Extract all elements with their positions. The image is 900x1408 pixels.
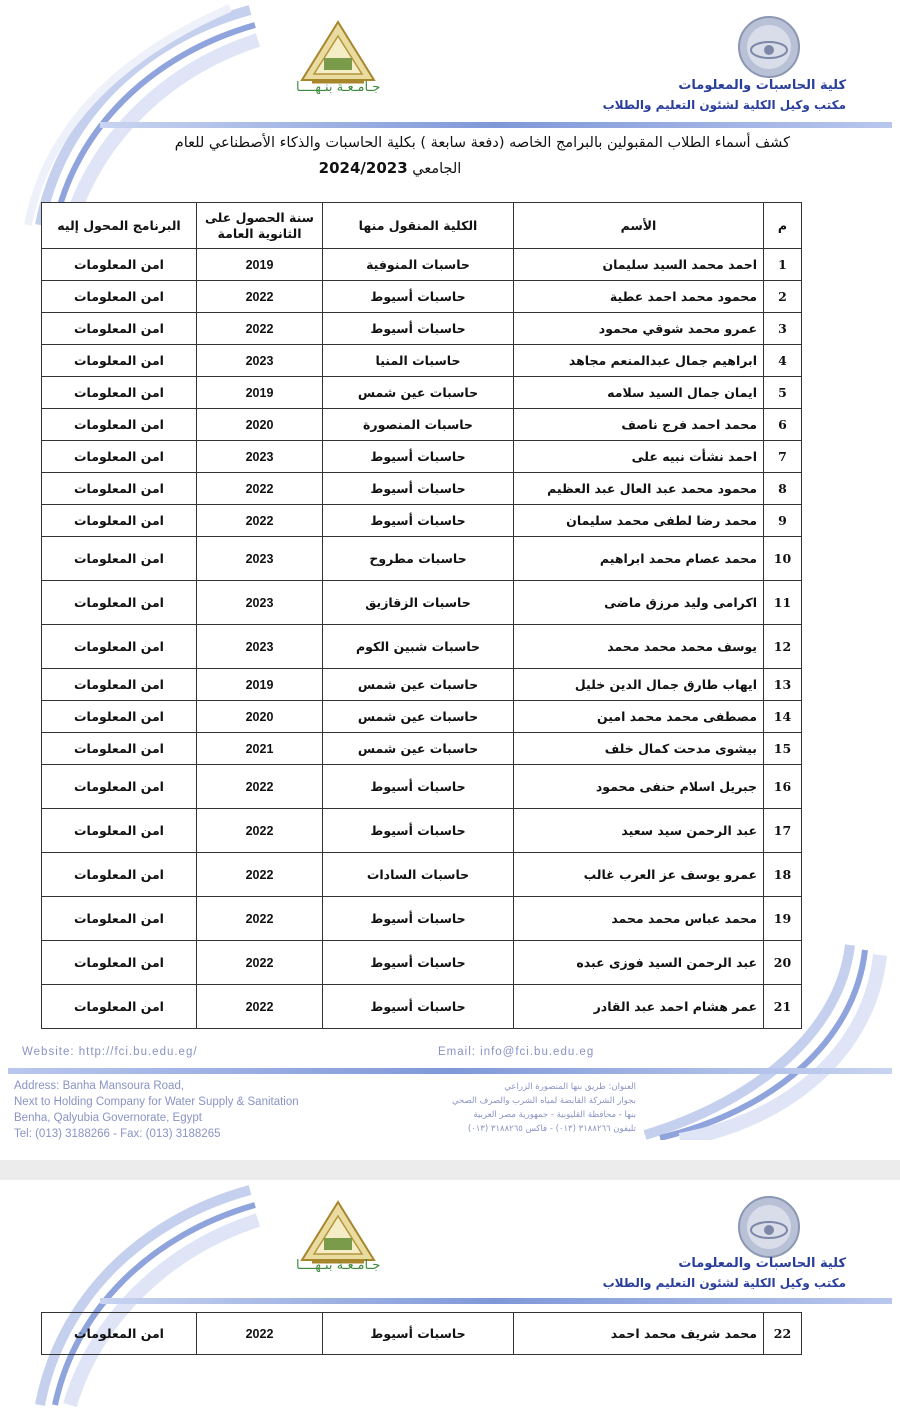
from-faculty: حاسبات المنصورة xyxy=(323,409,514,441)
row-number: 7 xyxy=(764,441,802,473)
student-name: عمرو يوسف عز العرب غالب xyxy=(514,853,764,897)
table-row xyxy=(42,701,802,733)
row-number: 19 xyxy=(764,897,802,941)
table-row xyxy=(42,345,802,377)
target-program: امن المعلومات xyxy=(42,853,197,897)
student-name: اكرامى وليد مرزق ماضى xyxy=(514,581,764,625)
secondary-year: 2023 xyxy=(197,581,323,625)
decorative-swoosh-top xyxy=(0,0,260,230)
row-number: 5 xyxy=(764,377,802,409)
subtitle-prefix: الجامعي xyxy=(412,161,462,177)
from-faculty: حاسبات أسيوط xyxy=(323,441,514,473)
address-en-line: Address: Banha Mansoura Road, xyxy=(14,1080,185,1092)
secondary-year: 2020 xyxy=(197,701,323,733)
from-faculty: حاسبات أسيوط xyxy=(323,1313,514,1355)
header-program: البرنامج المحول إليه xyxy=(42,203,197,249)
faculty-logo-icon xyxy=(736,1194,802,1260)
secondary-year: 2022 xyxy=(197,505,323,537)
row-number: 2 xyxy=(764,281,802,313)
secondary-year: 2022 xyxy=(197,313,323,345)
university-name: جـامـعـة بنـهــــا xyxy=(296,80,381,95)
row-number: 10 xyxy=(764,537,802,581)
student-name: ايهاب طارق جمال الدين خليل xyxy=(514,669,764,701)
header-name: الأسم xyxy=(514,203,764,249)
address-en-line: Next to Holding Company for Water Supply & Sanitation xyxy=(14,1096,299,1108)
student-name: احمد نشأت نبيه على xyxy=(514,441,764,473)
document-title: كشف أسماء الطلاب المقبولين بالبرامج الخاصه (دفعة سابعة ) بكلية الحاسبات والذكاء الأصطناعي للعام xyxy=(174,135,790,151)
row-number: 1 xyxy=(764,249,802,281)
table-row xyxy=(42,669,802,701)
footer-email: Email: info@fci.bu.edu.eg xyxy=(438,1046,595,1058)
target-program: امن المعلومات xyxy=(42,669,197,701)
secondary-year: 2019 xyxy=(197,377,323,409)
faculty-name: كلية الحاسبات والمعلومات xyxy=(678,1256,846,1271)
target-program: امن المعلومات xyxy=(42,249,197,281)
secondary-year: 2022 xyxy=(197,941,323,985)
from-faculty: حاسبات أسيوط xyxy=(323,941,514,985)
from-faculty: حاسبات أسيوط xyxy=(323,765,514,809)
target-program: امن المعلومات xyxy=(42,701,197,733)
student-name: عمر هشام احمد عبد القادر xyxy=(514,985,764,1029)
from-faculty: حاسبات عين شمس xyxy=(323,701,514,733)
target-program: امن المعلومات xyxy=(42,313,197,345)
footer-website: Website: http://fci.bu.edu.eg/ xyxy=(22,1046,198,1058)
table-row xyxy=(42,897,802,941)
student-name: بيشوى مدحت كمال خلف xyxy=(514,733,764,765)
footer-address-ar xyxy=(380,1080,636,1136)
student-name: مصطفى محمد محمد امين xyxy=(514,701,764,733)
student-name: عبد الرحمن السيد فوزى عبده xyxy=(514,941,764,985)
from-faculty: حاسبات السادات xyxy=(323,853,514,897)
student-name: عبد الرحمن سيد سعيد xyxy=(514,809,764,853)
table-row xyxy=(42,941,802,985)
secondary-year: 2022 xyxy=(197,809,323,853)
student-name: يوسف محمد محمد محمد xyxy=(514,625,764,669)
target-program: امن المعلومات xyxy=(42,537,197,581)
student-name: احمد محمد السيد سليمان xyxy=(514,249,764,281)
address-en-line: Benha, Qalyubia Governorate, Egypt xyxy=(14,1112,202,1124)
row-number: 6 xyxy=(764,409,802,441)
secondary-year: 2023 xyxy=(197,625,323,669)
target-program: امن المعلومات xyxy=(42,581,197,625)
from-faculty: حاسبات عين شمس xyxy=(323,669,514,701)
target-program: امن المعلومات xyxy=(42,441,197,473)
secondary-year: 2021 xyxy=(197,733,323,765)
from-faculty: حاسبات شبين الكوم xyxy=(323,625,514,669)
secondary-year: 2022 xyxy=(197,473,323,505)
student-name: ايمان جمال السيد سلامه xyxy=(514,377,764,409)
academic-year: 2024/2023 xyxy=(318,159,408,177)
target-program: امن المعلومات xyxy=(42,505,197,537)
from-faculty: حاسبات أسيوط xyxy=(323,473,514,505)
table-row xyxy=(42,809,802,853)
student-name: عمرو محمد شوقي محمود xyxy=(514,313,764,345)
target-program: امن المعلومات xyxy=(42,345,197,377)
table-row xyxy=(42,473,802,505)
target-program: امن المعلومات xyxy=(42,809,197,853)
target-program: امن المعلومات xyxy=(42,941,197,985)
from-faculty: حاسبات أسيوط xyxy=(323,313,514,345)
from-faculty: حاسبات أسيوط xyxy=(323,281,514,313)
row-number: 16 xyxy=(764,765,802,809)
table-row xyxy=(42,409,802,441)
row-number: 14 xyxy=(764,701,802,733)
from-faculty: حاسبات أسيوط xyxy=(323,985,514,1029)
student-name: محمد شريف محمد احمد xyxy=(514,1313,764,1355)
students-table-continued xyxy=(41,1312,802,1355)
table-row xyxy=(42,1313,802,1355)
target-program: امن المعلومات xyxy=(42,765,197,809)
table-row xyxy=(42,281,802,313)
table-row xyxy=(42,377,802,409)
table-row xyxy=(42,625,802,669)
from-faculty: حاسبات أسيوط xyxy=(323,809,514,853)
university-name: جـامـعـة بنـهــــا xyxy=(296,1258,381,1273)
office-name: مكتب وكيل الكلية لشئون التعليم والطلاب xyxy=(602,1276,846,1290)
target-program: امن المعلومات xyxy=(42,897,197,941)
from-faculty: حاسبات أسيوط xyxy=(323,505,514,537)
target-program: امن المعلومات xyxy=(42,1313,197,1355)
from-faculty: حاسبات عين شمس xyxy=(323,733,514,765)
row-number: 3 xyxy=(764,313,802,345)
secondary-year: 2023 xyxy=(197,345,323,377)
target-program: امن المعلومات xyxy=(42,377,197,409)
student-name: محمد عباس محمد محمد xyxy=(514,897,764,941)
from-faculty: حاسبات المنيا xyxy=(323,345,514,377)
target-program: امن المعلومات xyxy=(42,625,197,669)
student-name: ابراهيم جمال عبدالمنعم مجاهد xyxy=(514,345,764,377)
footer-divider xyxy=(8,1068,892,1074)
student-name: محمد عصام محمد ابراهيم xyxy=(514,537,764,581)
header-divider xyxy=(100,1298,892,1304)
document-subtitle xyxy=(250,159,530,177)
row-number: 22 xyxy=(764,1313,802,1355)
header-divider xyxy=(100,122,892,128)
from-faculty: حاسبات أسيوط xyxy=(323,897,514,941)
table-row xyxy=(42,505,802,537)
table-header-row xyxy=(42,203,802,249)
student-name: محمد احمد فرج ناصف xyxy=(514,409,764,441)
row-number: 15 xyxy=(764,733,802,765)
target-program: امن المعلومات xyxy=(42,473,197,505)
student-name: محمد رضا لطفى محمد سليمان xyxy=(514,505,764,537)
secondary-year: 2023 xyxy=(197,441,323,473)
table-row xyxy=(42,985,802,1029)
row-number: 12 xyxy=(764,625,802,669)
from-faculty: حاسبات مطروح xyxy=(323,537,514,581)
student-name: جبريل اسلام حنفى محمود xyxy=(514,765,764,809)
from-faculty: حاسبات عين شمس xyxy=(323,377,514,409)
address-ar-line: بجوار الشركة القابضة لمياه الشرب والصرف الصحي xyxy=(451,1096,636,1106)
from-faculty: حاسبات المنوفية xyxy=(323,249,514,281)
row-number: 8 xyxy=(764,473,802,505)
address-en-line: Tel: (013) 3188266 - Fax: (013) 3188265 xyxy=(14,1128,221,1140)
table-row xyxy=(42,733,802,765)
table-row xyxy=(42,441,802,473)
students-table xyxy=(41,202,802,1029)
table-row xyxy=(42,765,802,809)
row-number: 17 xyxy=(764,809,802,853)
header-from-faculty: الكلية المنقول منها xyxy=(323,203,514,249)
table-row xyxy=(42,313,802,345)
target-program: امن المعلومات xyxy=(42,985,197,1029)
secondary-year: 2020 xyxy=(197,409,323,441)
header-num: م xyxy=(764,203,802,249)
table-row xyxy=(42,537,802,581)
faculty-name: كلية الحاسبات والمعلومات xyxy=(678,78,846,93)
row-number: 21 xyxy=(764,985,802,1029)
secondary-year: 2023 xyxy=(197,537,323,581)
table-row xyxy=(42,249,802,281)
student-name: محمود محمد عبد العال عبد العظيم xyxy=(514,473,764,505)
row-number: 9 xyxy=(764,505,802,537)
document-page-2 xyxy=(0,1180,900,1408)
target-program: امن المعلومات xyxy=(42,409,197,441)
secondary-year: 2022 xyxy=(197,853,323,897)
header-year: سنة الحصول على الثانوية العامة xyxy=(197,203,323,249)
address-ar-line: بنها - محافظة القليوبية - جمهورية مصر العربية xyxy=(473,1110,636,1120)
secondary-year: 2019 xyxy=(197,249,323,281)
secondary-year: 2022 xyxy=(197,281,323,313)
row-number: 11 xyxy=(764,581,802,625)
row-number: 4 xyxy=(764,345,802,377)
secondary-year: 2022 xyxy=(197,897,323,941)
secondary-year: 2022 xyxy=(197,1313,323,1355)
footer-address-en xyxy=(14,1078,374,1142)
table-row xyxy=(42,581,802,625)
target-program: امن المعلومات xyxy=(42,733,197,765)
secondary-year: 2019 xyxy=(197,669,323,701)
address-ar-line: تليفون ٣١٨٨٢٦٦ (٠١٣) - فاكس ٣١٨٨٢٦٥ (٠١٣) xyxy=(467,1124,636,1134)
row-number: 20 xyxy=(764,941,802,985)
decorative-swoosh-top xyxy=(0,1180,260,1408)
office-name: مكتب وكيل الكلية لشئون التعليم والطلاب xyxy=(602,98,846,112)
row-number: 18 xyxy=(764,853,802,897)
table-row xyxy=(42,853,802,897)
from-faculty: حاسبات الزقازيق xyxy=(323,581,514,625)
student-name: محمود محمد احمد عطية xyxy=(514,281,764,313)
secondary-year: 2022 xyxy=(197,985,323,1029)
faculty-logo-icon xyxy=(736,14,802,80)
address-ar-line: العنوان: طريق بنها المنصورة الزراعي xyxy=(504,1082,636,1092)
target-program: امن المعلومات xyxy=(42,281,197,313)
row-number: 13 xyxy=(764,669,802,701)
secondary-year: 2022 xyxy=(197,765,323,809)
